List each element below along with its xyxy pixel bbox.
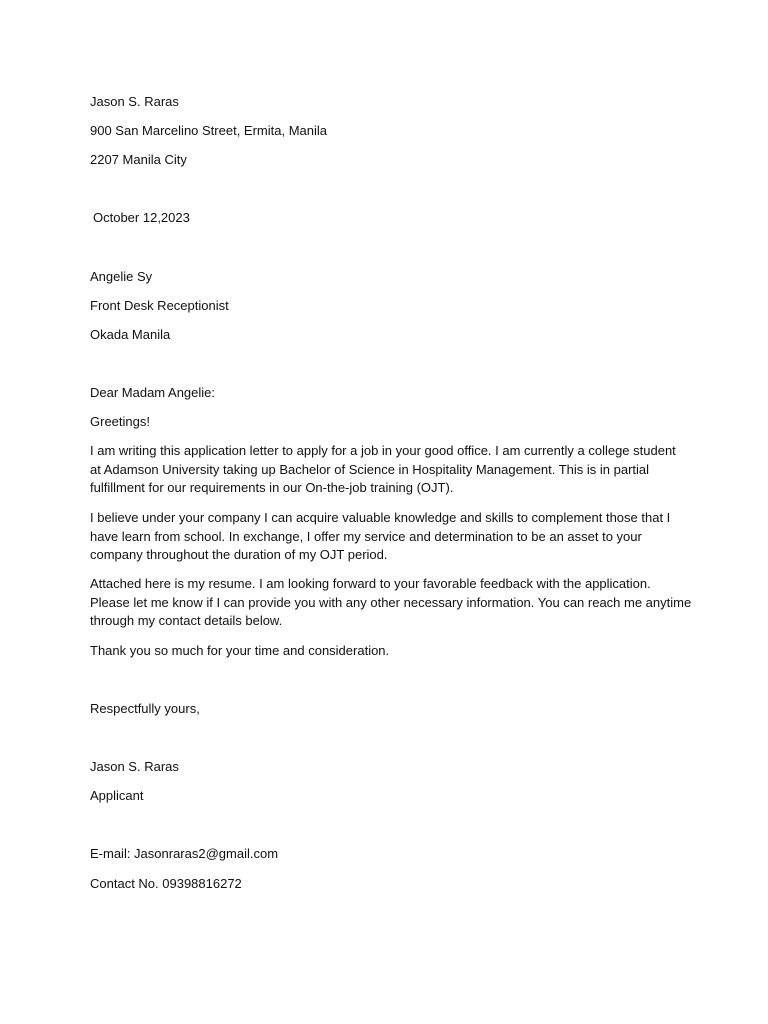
recipient-name: Angelie Sy: [90, 269, 153, 284]
closing: Respectfully yours,: [90, 701, 200, 716]
paragraph-line: I believe under your company I can acquire valuable knowledge and skills to complement those that I: [90, 510, 671, 525]
sender-address-line2: 2207 Manila City: [90, 152, 187, 167]
contact-phone: Contact No. 09398816272: [90, 876, 242, 891]
paragraph-line: Please let me know if I can provide you with any other necessary information. You can reach me anytime: [90, 594, 692, 610]
signature-role: Applicant: [90, 788, 144, 803]
paragraph-line: Attached here is my resume. I am looking forward to your favorable feedback with the application.: [90, 576, 651, 591]
signature-name: Jason S. Raras: [90, 759, 179, 774]
recipient-title: Front Desk Receptionist: [90, 298, 229, 313]
body-paragraph-1: [90, 442, 690, 498]
contact-email: E-mail: Jasonraras2@gmail.com: [90, 846, 279, 861]
paragraph-line: fulfillment for our requirements in our On-the-job training (OJT).: [90, 480, 454, 495]
paragraph-line: I am writing this application letter to apply for a job in your good office. I am currently a college student: [90, 443, 676, 458]
sender-name: Jason S. Raras: [90, 94, 179, 109]
salutation: Dear Madam Angelie:: [90, 385, 216, 400]
paragraph-line: have learn from school. In exchange, I offer my service and determination to be an asset to your: [90, 528, 642, 544]
paragraph-line: through my contact details below.: [90, 613, 283, 628]
greeting: Greetings!: [90, 414, 150, 429]
paragraph-line: company throughout the duration of my OJT period.: [90, 547, 388, 562]
paragraph-line: at Adamson University taking up Bachelor of Science in Hospitality Management. This is in partial: [90, 461, 650, 477]
thanks-line: Thank you so much for your time and consideration.: [90, 643, 390, 658]
sender-address-line1: 900 San Marcelino Street, Ermita, Manila: [90, 123, 327, 138]
letter-date: October 12,2023: [93, 210, 190, 225]
recipient-company: Okada Manila: [90, 327, 171, 342]
body-paragraph-2: [90, 509, 690, 565]
body-paragraph-3: [90, 575, 690, 631]
